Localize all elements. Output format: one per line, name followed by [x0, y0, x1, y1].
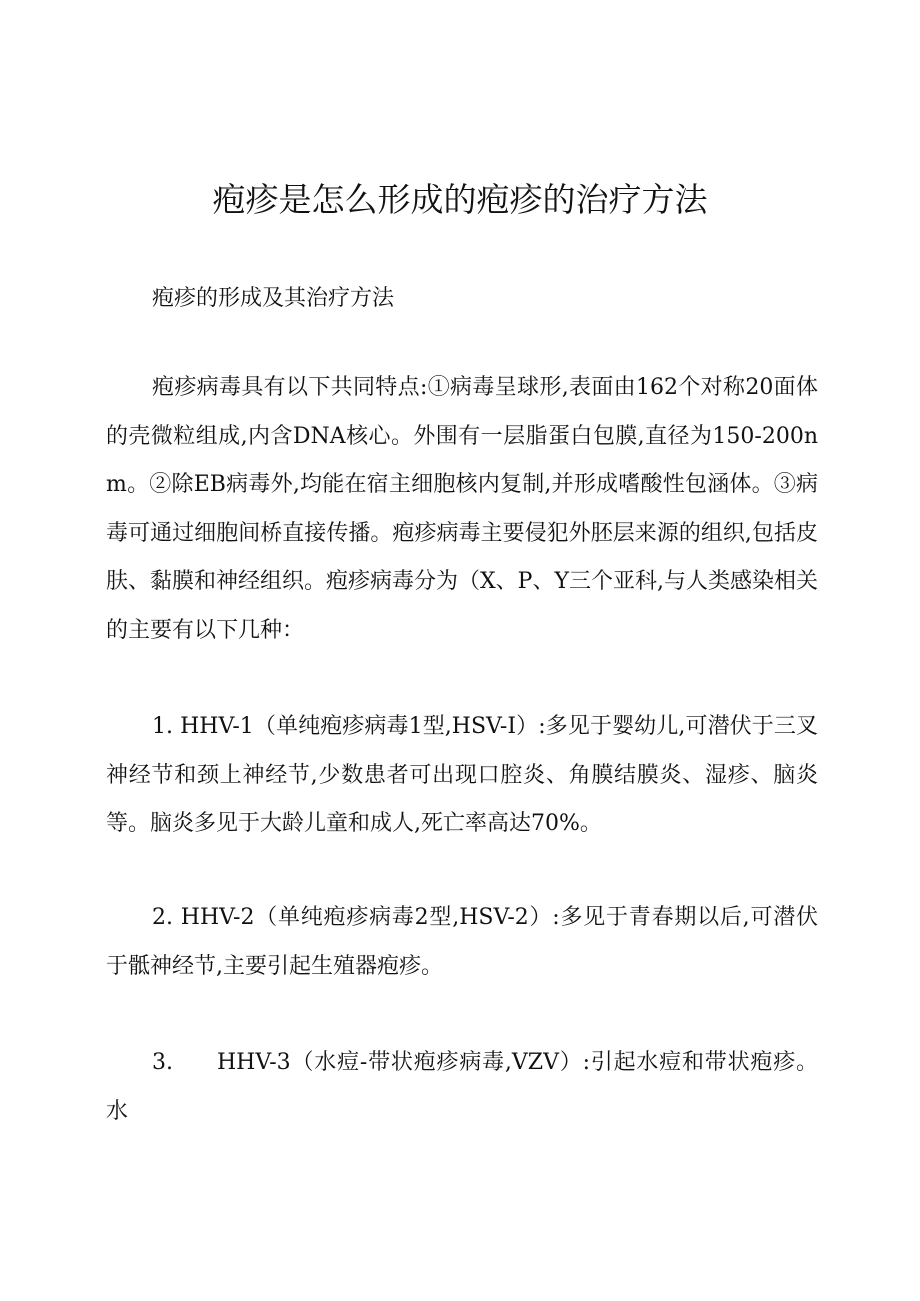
list-item-text: HHV-2（单纯疱疹病毒2型,HSV-2）:多见于青春期以后,可潜伏于骶神经节,主要引起生殖器疱疹。 — [106, 905, 819, 979]
list-item — [106, 1039, 818, 1136]
list-item-number: 1. — [152, 714, 173, 739]
page-title: 疱疹是怎么形成的疱疹的治疗方法 — [212, 180, 708, 219]
section-subtitle: 疱疹的形成及其治疗方法 — [152, 286, 395, 311]
list-item — [106, 703, 818, 849]
intro-paragraph: 疱疹病毒具有以下共同特点:①病毒呈球形,表面由162个对称20面体的壳微粒组成,内含DNA核心。外围有一层脂蛋白包膜,直径为150-200nm。②除EB病毒外,均能在宿主细胞核内复制,并形成嗜酸性包涵体。③病毒可通过细胞间桥直接传播。疱疹病毒主要侵犯外胚层来源的组织,包括皮肤、黏膜和神经组织。疱疹病毒分为（X、P、Y三个亚科,与人类感染相关的主要有以下几种： — [106, 375, 818, 643]
list-item-text: HHV-3（水痘-带状疱疹病毒,VZV）:引起水痘和带状疱疹。水 — [106, 1050, 818, 1124]
list-item-number: 2. — [152, 905, 173, 930]
list-item-text: HHV-1（单纯疱疹病毒1型,HSV-I）:多见于婴幼儿,可潜伏于三叉神经节和颈上神经节,少数患者可出现口腔炎、角膜结膜炎、湿疹、脑炎等。脑炎多见于大龄儿童和成人,死亡率高达70%。 — [106, 714, 818, 836]
list-item — [106, 894, 818, 991]
list-item-number: 3. — [152, 1050, 173, 1075]
